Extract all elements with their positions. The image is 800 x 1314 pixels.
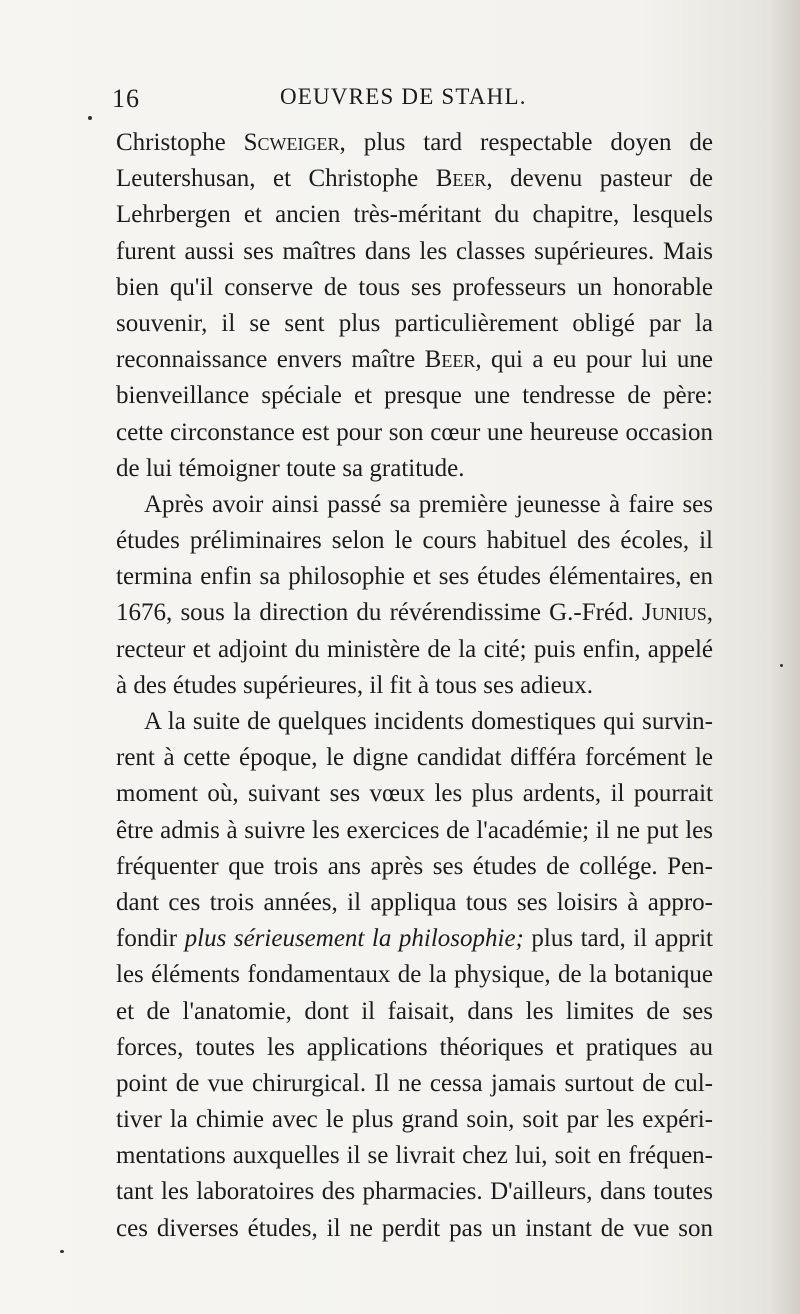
text-line [116,415,713,451]
text-line [116,161,713,197]
text-run: A la suite de quelques incidents domestiques qui survin- [144,708,713,735]
text-line [116,921,713,957]
text-run: bienveillance spéciale et presque une tendresse de père: [116,382,713,410]
text-run: Christophe [116,129,244,156]
text-run: rent à cette époque, le digne candidat différa forcément le [116,744,713,772]
text-line [116,632,713,668]
text-line [116,885,713,921]
text-line [116,378,713,414]
text-line [116,1066,713,1102]
text-line [116,523,713,559]
text-line [116,813,713,849]
text-line [116,559,713,595]
text-run: Lehrbergen et ancien très-méritant du chapitre, lesquels [116,201,713,229]
print-speck [60,1250,64,1253]
text-run: mentations auxquelles il se livrait chez lui, soit en fréquen- [116,1142,713,1170]
running-title: OEUVRES DE STAHL. [280,84,527,109]
text-run: études préliminaires selon le cours habituel des écoles, il [116,527,713,555]
text-line [116,740,713,776]
text-run: , [706,599,713,627]
text-line [116,342,713,378]
paragraph [116,487,713,704]
text-line [116,994,713,1030]
text-run: Leutershusan, et Christophe [116,165,436,193]
text-run: Après avoir ainsi passé sa première jeunesse à faire ses [144,490,713,518]
text-run: , qui a eu pour lui une [475,346,713,374]
name-smallcaps: Junius [642,599,707,627]
text-run: de lui témoigner toute sa gratitude. [116,454,465,482]
text-run: les éléments fondamentaux de la physique, de la botanique [116,961,713,989]
body-text [116,125,713,1247]
text-line [116,1211,713,1247]
text-run: dant ces trois années, il appliqua tous ses loisirs à appro- [116,888,713,916]
text-run: fondir [116,925,185,953]
print-speck [780,664,783,667]
text-line [116,1030,713,1066]
text-run: tant les laboratoires des pharmacies. D'ailleurs, dans toutes [116,1178,713,1206]
text-line [116,270,713,306]
text-line [116,197,713,233]
text-run: ces diverses études, il ne perdit pas un instant de vue son [116,1214,713,1242]
text-line [116,487,713,523]
name-smallcaps: Beer [424,346,476,374]
text-line [116,595,713,631]
text-line [116,1102,713,1138]
text-run: cette circonstance est pour son cœur une heureuse occasion [116,418,713,446]
text-run: et de l'anatomie, dont il faisait, dans les limites de ses [116,997,713,1025]
text-run: souvenir, il se sent plus particulièrement obligé par la [116,309,713,337]
paragraph [116,704,713,1247]
print-speck [88,116,92,120]
text-line [116,125,713,161]
text-line [116,306,713,342]
text-run: furent aussi ses maîtres dans les classes supérieures. Mais [116,237,713,265]
text-line [116,957,713,993]
text-line [116,1174,713,1210]
text-run: 1676, sous la direction du révérendissime G.-Fréd. [116,599,643,627]
text-line [116,451,713,487]
text-run: être admis à suivre les exercices de l'académie; il ne put les [116,816,713,844]
text-run: , plus tard respectable doyen de [339,129,713,156]
text-run: reconnaissance envers maître [116,346,425,374]
text-line [116,776,713,812]
text-run: forces, toutes les applications théoriques et pratiques au [116,1033,713,1061]
text-line [116,849,713,885]
italic-phrase: plus sérieusement la philosophie; [184,925,524,953]
text-run: moment où, suivant ses vœux les plus ardents, il pourrait [116,780,713,808]
text-run: recteur et adjoint du ministère de la cité; puis enfin, appelé [116,635,713,663]
text-run: bien qu'il conserve de tous ses professeurs un honorable [116,273,713,301]
text-run: tiver la chimie avec le plus grand soin, soit par les expéri- [116,1106,713,1134]
paragraph [116,125,713,487]
text-line [116,704,713,740]
name-smallcaps: Scweiger [243,129,340,156]
text-run: , devenu pasteur de [486,165,713,193]
text-line [116,234,713,270]
name-smallcaps: Beer [435,165,487,193]
text-run: termina enfin sa philosophie et ses études élémentaires, en [116,563,713,591]
text-line [116,1138,713,1174]
text-run: point de vue chirurgical. Il ne cessa jamais surtout de cul- [116,1069,713,1097]
page-header [112,84,712,124]
text-run: à des études supérieures, il fit à tous ses adieux. [116,671,593,699]
text-run: plus tard, il apprit [523,925,713,953]
text-line [116,668,713,704]
page-number: 16 [112,84,140,113]
text-run: fréquenter que trois ans après ses études de collége. Pen- [116,852,713,880]
